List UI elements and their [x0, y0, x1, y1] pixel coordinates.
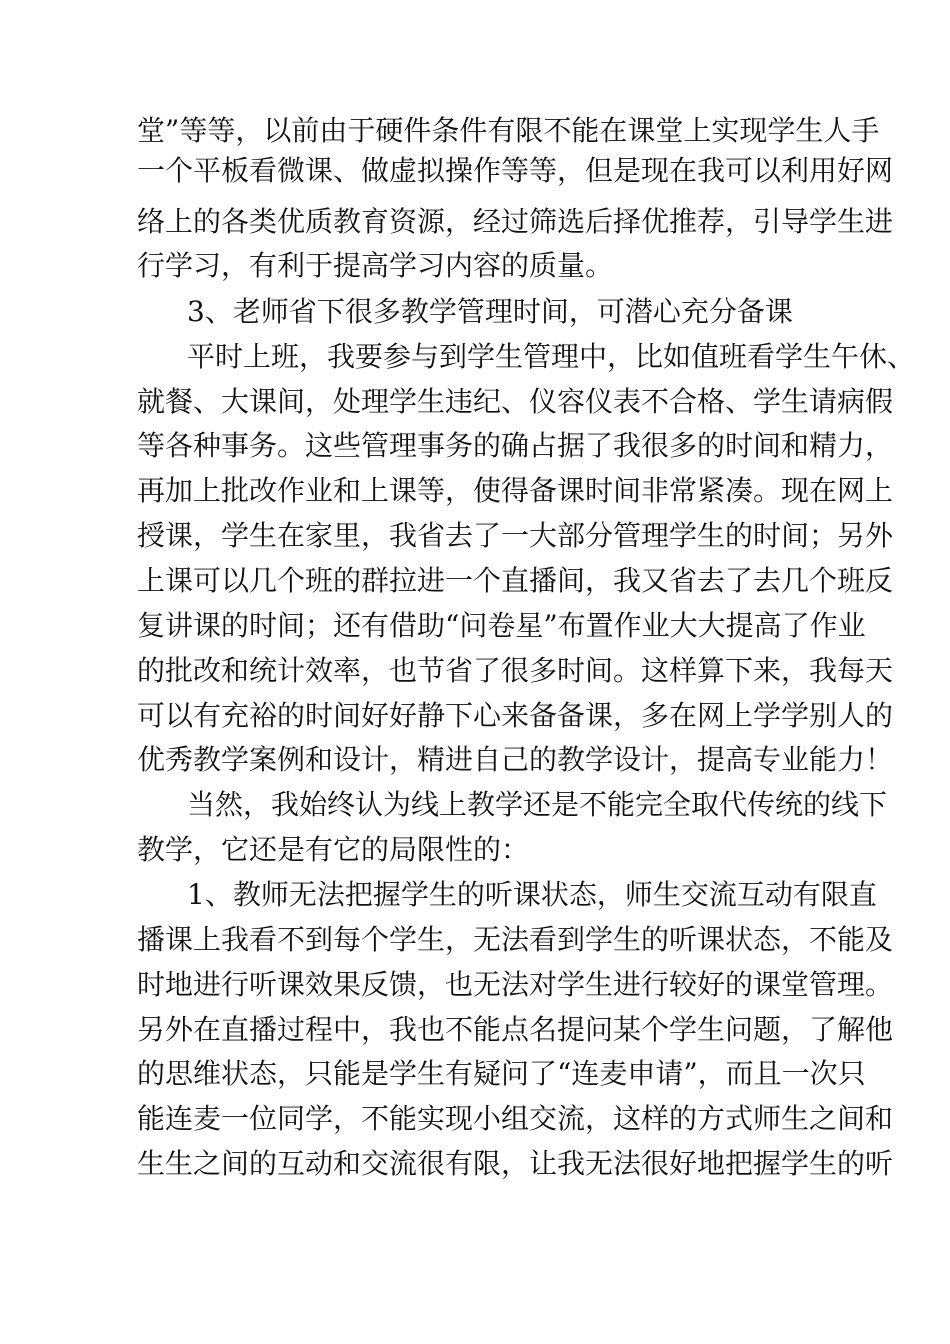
- text-line: 的批改和统计效率，也节省了很多时间。这样算下来，我每天: [137, 654, 894, 687]
- text-line: 等各种事务。这些管理事务的确占据了我很多的时间和精力，: [137, 429, 894, 462]
- text-line: 络上的各类优质教育资源，经过筛选后择优推荐，引导学生进: [137, 205, 894, 238]
- text-line: 优秀教学案例和设计，精进自己的教学设计，提高专业能力！: [137, 743, 894, 776]
- text-line: 时地进行听课效果反馈，也无法对学生进行较好的课堂管理。: [137, 968, 894, 1001]
- text-line: 再加上批改作业和上课等，使得备课时间非常紧凑。现在网上: [137, 474, 894, 507]
- text-line: 可以有充裕的时间好好静下心来备备课，多在网上学学别人的: [137, 699, 894, 732]
- text-line: 播课上我看不到每个学生，无法看到学生的听课状态，不能及: [137, 923, 894, 956]
- text-line: 当然，我始终认为线上教学还是不能完全取代传统的线下: [187, 788, 888, 821]
- text-line: 就餐、大课间，处理学生违纪、仪容仪表不合格、学生请病假: [137, 385, 894, 418]
- text-line: 堂”等等，以前由于硬件条件有限不能在课堂上实现学生人手: [137, 114, 880, 147]
- text-line: 行学习，有利于提高学习内容的质量。: [137, 249, 614, 282]
- text-line: 复讲课的时间；还有借助“问卷星”布置作业大大提高了作业: [137, 609, 866, 642]
- section-heading: 1、教师无法把握学生的听课状态，师生交流互动有限直: [187, 878, 877, 911]
- text-line: 授课，学生在家里，我省去了一大部分管理学生的时间；另外: [137, 519, 894, 552]
- text-line: 上课可以几个班的群拉进一个直播间，我又省去了去几个班反: [137, 564, 894, 597]
- text-line: 教学，它还是有它的局限性的：: [137, 833, 530, 866]
- text-line: 生生之间的互动和交流很有限，让我无法很好地把握学生的听: [137, 1147, 894, 1180]
- text-line: 一个平板看微课、做虚拟操作等等，但是现在我可以利用好网: [137, 154, 894, 187]
- section-heading: 3、老师省下很多教学管理时间，可潜心充分备课: [187, 295, 793, 328]
- text-line: 的思维状态，只能是学生有疑问了“连麦申请”，而且一次只: [137, 1057, 866, 1090]
- text-line: 平时上班，我要参与到学生管理中，比如值班看学生午休、: [187, 340, 916, 373]
- text-line: 另外在直播过程中，我也不能点名提问某个学生问题，了解他: [137, 1013, 894, 1046]
- text-line: 能连麦一位同学，不能实现小组交流，这样的方式师生之间和: [137, 1102, 894, 1135]
